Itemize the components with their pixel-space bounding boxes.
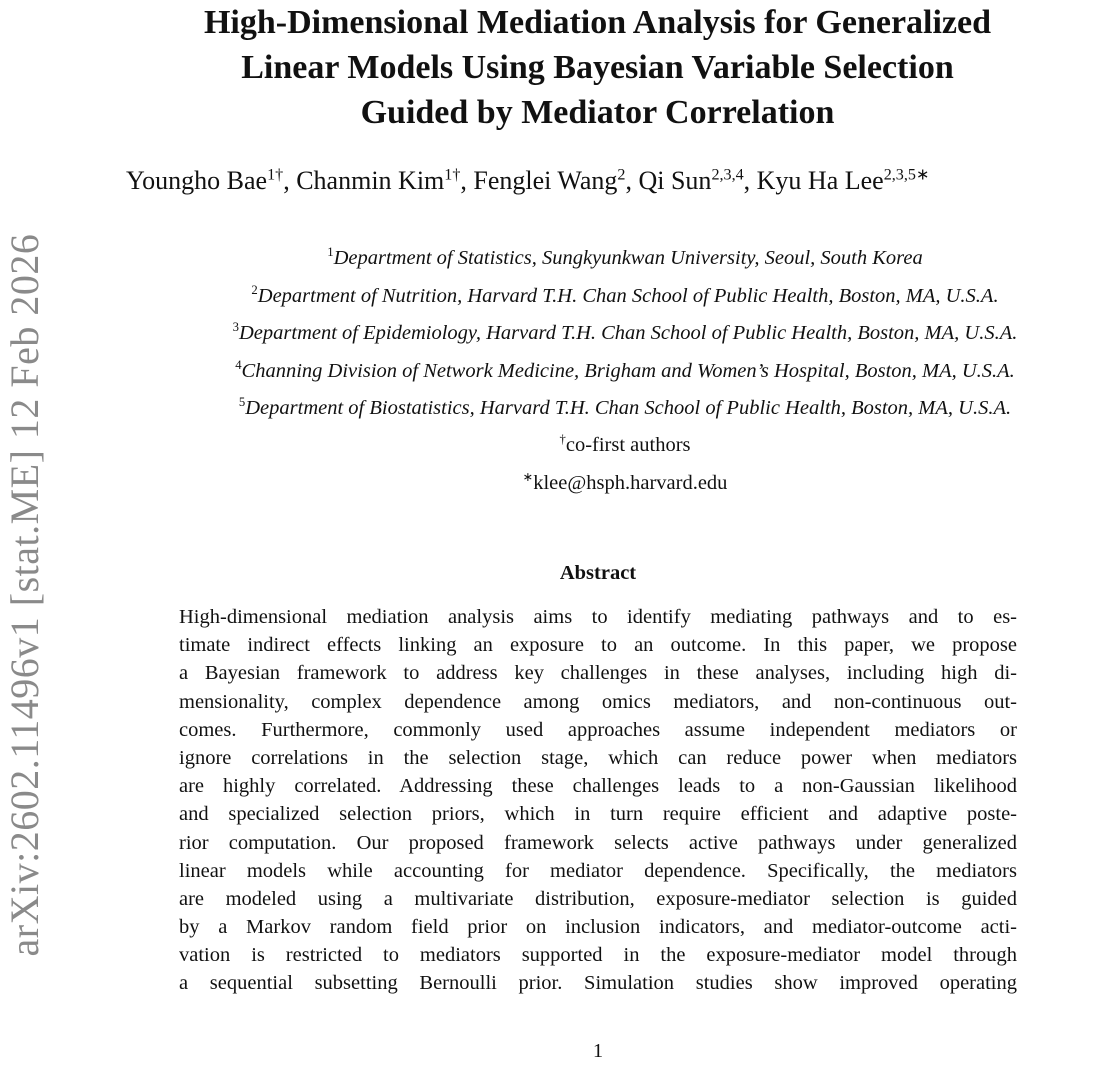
- author-name: Kyu Ha Lee: [756, 166, 884, 195]
- affiliation-number: 5: [238, 395, 246, 410]
- abstract-line: comes. Furthermore, commonly used approaches assume independent mediators or: [179, 718, 1017, 741]
- abstract-line: linear models while accounting for mediator dependence. Specifically, the mediators: [179, 859, 1017, 882]
- note-text: co-first authors: [565, 434, 691, 456]
- abstract-line: and specialized selection priors, which in turn require efficient and adaptive poste-: [179, 803, 1017, 826]
- affiliation-number: 3: [232, 320, 239, 335]
- abstract-line: High-dimensional mediation analysis aims to identify mediating pathways and to es-: [179, 606, 1017, 628]
- affiliation-list: [120, 244, 1119, 432]
- author-name: Chanmin Kim: [296, 166, 445, 195]
- abstract-line: timate indirect effects linking an exposure to an outcome. In this paper, we propose: [179, 634, 1017, 657]
- affiliation-text: Department of Nutrition, Harvard T.H. Chan School of Public Health, Boston, MA, U.S.A.: [257, 284, 999, 307]
- affiliation-text: Channing Division of Network Medicine, Brigham and Women’s Hospital, Boston, MA, U.S.A.: [241, 359, 1015, 382]
- co-first-note: [120, 431, 1119, 469]
- note-symbol: †: [559, 432, 566, 447]
- title-line: Guided by Mediator Correlation: [360, 94, 835, 131]
- author-affiliation-marker: 1†: [444, 166, 461, 184]
- author-name: Youngho Bae: [126, 166, 268, 195]
- affiliation: [120, 282, 1119, 320]
- abstract-line: a Bayesian framework to address key challenges in these analyses, including high di-: [179, 662, 1017, 685]
- abstract-line: by a Markov random field prior on inclusion indicators, and mediator-outcome acti-: [179, 916, 1017, 939]
- affiliation-text: Department of Statistics, Sungkyunkwan University, Seoul, South Korea: [333, 247, 923, 269]
- abstract-line: are highly correlated. Addressing these challenges leads to a non-Gaussian likelihood: [179, 775, 1017, 798]
- author-affiliation-marker: 2,3,5∗: [883, 166, 930, 184]
- affiliation: [120, 394, 1119, 432]
- abstract-body: [179, 603, 1017, 998]
- abstract-line: are modeled using a multivariate distribution, exposure-mediator selection is guided: [179, 887, 1017, 910]
- abstract-line: a sequential subsetting Bernoulli prior. Simulation studies show improved operating: [179, 972, 1017, 995]
- corresponding-email: [120, 469, 1119, 507]
- affiliation: [120, 357, 1119, 395]
- author-list: Youngho Bae$^{1\dagger}$, Chanmin Kim$^{1\dagger}$, Fenglei Wang$^2$, Qi Sun$^{2,3,4}$, Kyu Ha Lee$^{2,3,5∗}$: [126, 166, 930, 195]
- affiliation-text: Department of Biostatistics, Harvard T.H. Chan School of Public Health, Boston, MA, U.S.A.: [245, 397, 1012, 419]
- author-name: Qi Sun: [638, 166, 712, 195]
- abstract-line: ignore correlations in the selection stage, which can reduce power when mediators: [179, 746, 1017, 769]
- affiliation: [120, 244, 1119, 282]
- affiliation-number: 1: [327, 245, 334, 260]
- author-affiliation-marker: 2,3,4: [711, 166, 744, 184]
- note-text: klee@hsph.harvard.edu: [533, 472, 728, 494]
- page-number: 1: [592, 1040, 604, 1062]
- abstract-line: rior computation. Our proposed framework selects active pathways under generalized: [179, 831, 1017, 854]
- abstract-line: vation is restricted to mediators supported in the exposure-mediator model through: [179, 944, 1017, 967]
- abstract-heading: Abstract: [559, 562, 637, 584]
- affiliation: [120, 319, 1119, 357]
- abstract-line: mensionality, complex dependence among omics mediators, and non-continuous out-: [179, 690, 1017, 713]
- author-affiliation-marker: 1†: [267, 166, 284, 184]
- paper-title: [100, 0, 1095, 135]
- author-affiliation-marker: 2: [617, 166, 626, 184]
- affiliation-text: Department of Epidemiology, Harvard T.H. Chan School of Public Health, Boston, MA, U.S.A.: [239, 322, 1018, 344]
- author-name: Fenglei Wang: [473, 166, 618, 195]
- arxiv-identifier-stamp: arXiv:2602.11496v1 [stat.ME] 12 Feb 2026: [2, 233, 47, 957]
- title-line: High-Dimensional Mediation Analysis for Generalized: [203, 4, 992, 41]
- title-line: Linear Models Using Bayesian Variable Selection: [241, 49, 954, 86]
- note-symbol: ∗: [522, 470, 534, 485]
- author-notes: [120, 431, 1119, 507]
- affiliation-number: 2: [251, 282, 258, 297]
- affiliation-number: 4: [235, 357, 242, 372]
